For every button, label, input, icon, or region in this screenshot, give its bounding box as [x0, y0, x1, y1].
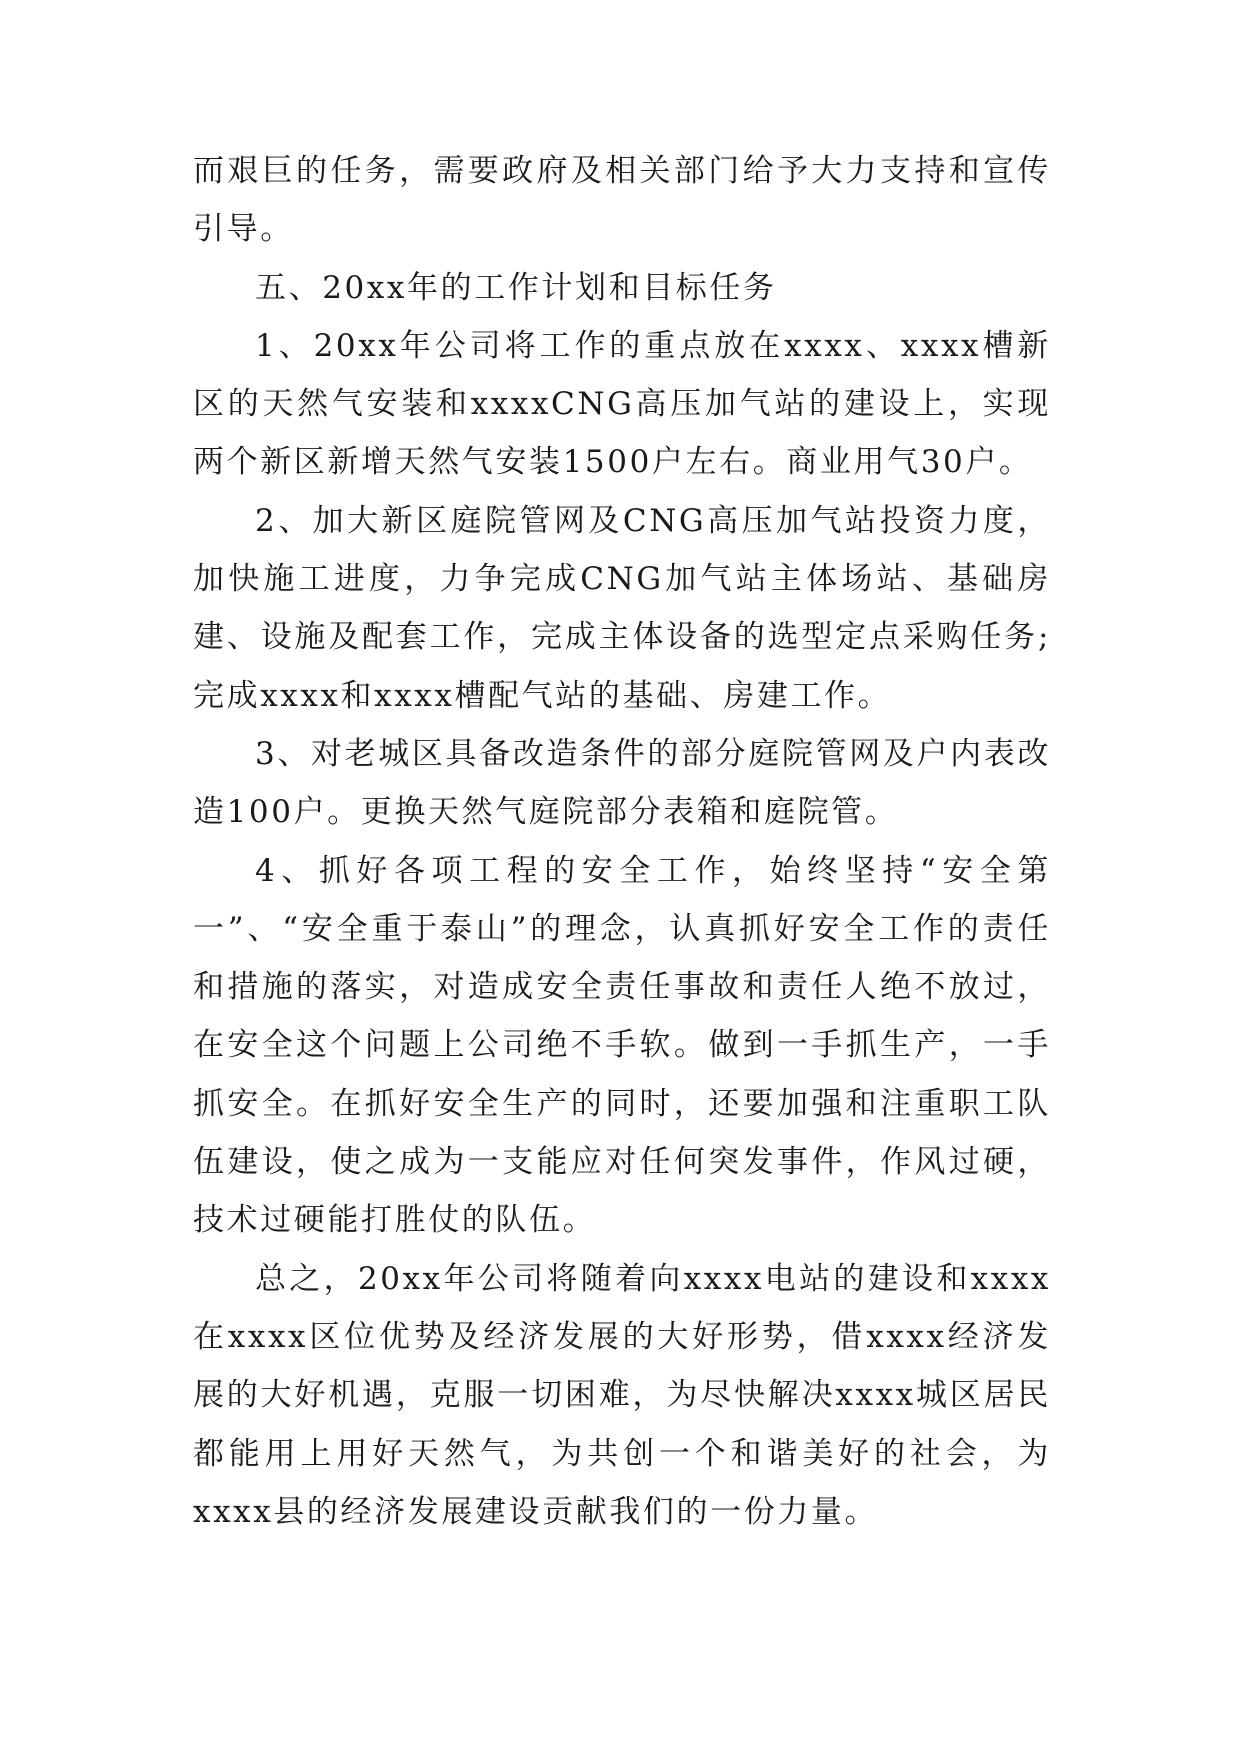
paragraph-continuation: 而艰巨的任务，需要政府及相关部门给予大力支持和宣传引导。 [193, 153, 1051, 248]
plan-item-3: 3、对老城区具备改造条件的部分庭院管网及户内表改造100户。更换天然气庭院部分表箱和庭院管。 [193, 735, 1051, 831]
document-page [193, 142, 1051, 1541]
plan-item-2: 2、加大新区庭院管网及CNG高压加气站投资力度，加快施工进度，力争完成CNG加气站主体场站、基础房建、设施及配套工作，完成主体设备的选型定点采购任务;完成xxxx和xxxx槽配气站的基础、房建工作。 [193, 502, 1051, 714]
section-heading-five: 五、20xx年的工作计划和目标任务 [255, 269, 777, 306]
plan-item-1: 1、20xx年公司将工作的重点放在xxxx、xxxx槽新区的天然气安装和xxxxCNG高压加气站的建设上，实现两个新区新增天然气安装1500户左右。商业用气30户。 [193, 327, 1051, 481]
plan-item-4: 4、抓好各项工程的安全工作，始终坚持“安全第一”、“安全重于泰山”的理念，认真抓好安全工作的责任和措施的落实，对造成安全责任事故和责任人绝不放过，在安全这个问题上公司绝不手软。做到一手抓生产，一手抓安全。在抓好安全生产的同时，还要加强和注重职工队伍建设，使之成为一支能应对任何突发事件，作风过硬，技术过硬能打胜仗的队伍。 [193, 852, 1051, 1239]
conclusion-paragraph: 总之，20xx年公司将随着向xxxx电站的建设和xxxx在xxxx区位优势及经济发展的大好形势，借xxxx经济发展的大好机遇，克服一切困难，为尽快解决xxxx城区居民都能用上用好天然气，为共创一个和谐美好的社会，为xxxx县的经济发展建设贡献我们的一份力量。 [193, 1260, 1051, 1530]
